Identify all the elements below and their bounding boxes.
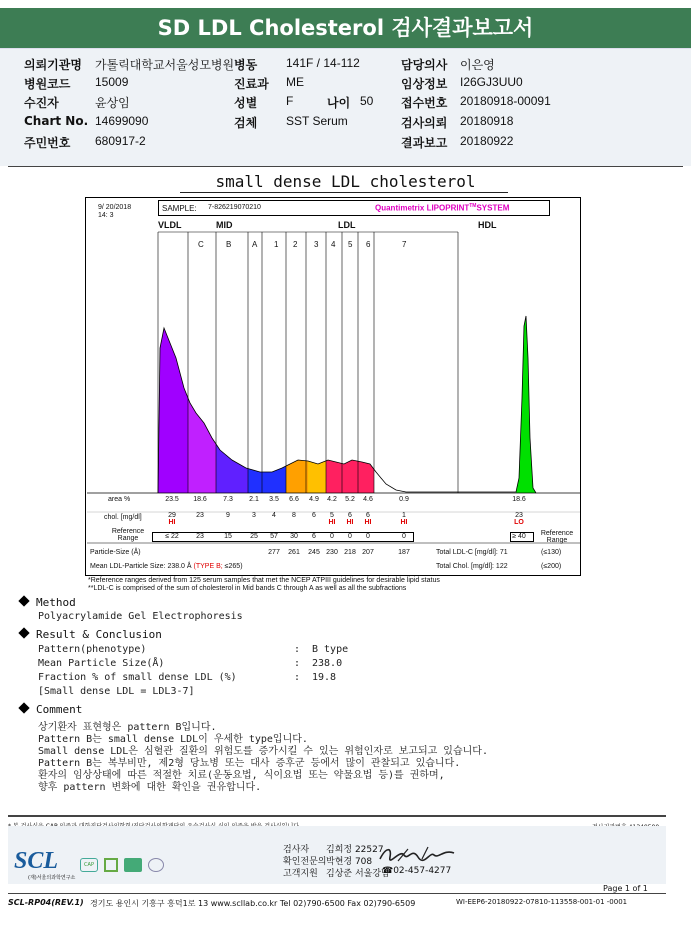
ref-value: 0 [402,533,406,540]
ref-value: 30 [290,533,298,540]
info-label: Chart No. [24,114,89,128]
divider [180,192,508,193]
band-label: 4 [331,240,336,249]
chol-value: 5 [330,512,334,519]
info-row [0,114,691,131]
ref-value: 0 [348,533,352,540]
info-value: SST Serum [286,114,348,128]
chol-flag: HI [346,519,354,526]
particle-row-label: Particle-Size (Å) [90,549,141,556]
chol-value: 8 [292,512,296,519]
info-value: I26GJ3UU0 [460,75,523,89]
staff-name: 박현경 708 [326,857,373,867]
info-row [0,75,691,92]
divider [8,166,683,167]
result-label: Mean Particle Size(Å) [38,658,165,669]
comment-line: Pattern B는 복부비만, 제2형 당뇨병 또는 대사 증후군 등에서 많이 관찰되고 있습니다. [38,758,461,769]
area-value: 2.1 [249,496,259,503]
staff-name: 김희정 22527 [326,845,384,855]
area-value: 6.6 [289,496,299,503]
chol-value: 23 [515,512,523,519]
info-label: 의뢰기관명 [24,58,82,72]
support-phone: ☎02-457-4277 [382,866,452,876]
particle-size-value: 277 [268,549,280,556]
comment-line: 향후 pattern 변화에 대한 확인을 권유합니다. [38,782,262,793]
chol-value: 6 [348,512,352,519]
band-label: 1 [274,240,279,249]
result-label: Fraction % of small dense LDL (%) [38,672,237,683]
info-value: 이은영 [460,58,495,72]
ref-value: 6 [312,533,316,540]
info-label: 수진자 [24,96,59,110]
particle-size-value: 218 [344,549,356,556]
chol-row-label: chol. [mg/dl] [104,514,142,521]
info-label: 임상정보 [401,77,448,91]
chol-value: 9 [226,512,230,519]
footnote: **LDL-C is comprised of the sum of cholesterol in Mid bands C through A as well as all the subfractions [88,585,407,592]
diamond-bullet-icon [18,595,29,606]
band-label: 2 [293,240,298,249]
lab-address: 경기도 용인시 기흥구 흥덕1로 13 www.scllab.co.kr Tel 02)790-6500 Fax 02)790-6509 [90,899,416,908]
area-row-label: area % [108,496,131,503]
band-label: B [226,240,232,249]
comment-line: Small dense LDL은 심혈관 질환의 위험도를 증가시킬 수 있는 위험인자로 보고되고 있습니다. [38,746,488,757]
doc-code: SCL-RP04(REV.1) [8,898,84,907]
result-heading: Result & Conclusion [20,628,162,641]
area-value: 4.2 [327,496,337,503]
cert-badge-icon [124,858,142,872]
band-label: A [252,240,258,249]
total-ldl: Total LDL-C [mg/dl]: 71 [436,549,508,556]
page-number: Page 1 of 1 [603,884,648,893]
area-value: 18.6 [512,496,526,503]
info-value: 141F / 14-112 [286,56,360,70]
sample-value: 7-826219070210 [208,204,261,211]
cert-badge-icon [148,858,164,872]
area-value: 0.9 [399,496,409,503]
particle-size-value: 261 [288,549,300,556]
scl-logo: SCL [14,848,59,874]
info-value: 윤상임 [95,96,130,110]
ref-value: 23 [196,533,204,540]
report-date: 9/ 20/2018 [98,204,132,211]
chol-value: 1 [402,512,406,519]
ldl-header: LDL [338,220,356,230]
staff-role: 확인전문의 [283,857,327,867]
diamond-bullet-icon [18,702,29,713]
info-value: ME [286,75,304,89]
particle-size-value: 230 [326,549,338,556]
age-value: 50 [360,94,374,108]
ref-row-label-right: Reference Range [540,530,574,544]
staff-role: 검사자 [283,845,310,855]
divider [8,893,666,894]
chol-flag: LO [514,519,524,526]
info-row [0,94,691,111]
band-label: 6 [366,240,371,249]
total-chol-ref: (≤200) [541,563,562,570]
age-label: 나이 [327,96,351,110]
band-label: 7 [402,240,407,249]
chol-flag: HI [328,519,336,526]
info-value: 20180918-00091 [460,94,551,108]
ref-value: 15 [224,533,232,540]
result-colon: : [294,672,301,683]
mid-header: MID [216,220,233,230]
total-ldl-ref: (≤130) [541,549,562,556]
divider [8,815,666,817]
chol-value: 6 [312,512,316,519]
result-value: 19.8 [312,672,337,683]
staff-name: 김상준 서울강남 [326,869,390,879]
area-value: 23.5 [165,496,179,503]
mean-label: Mean LDL-Particle Size: 238.0 Å (TYPE B; ≤265) [90,563,243,570]
info-label: 진료과 [234,77,269,91]
ref-value: 57 [270,533,278,540]
chol-value: 29 [168,512,176,519]
info-label: 담당의사 [401,58,448,72]
brand-name: Quantimetrix LIPOPRINT™SYSTEM [375,203,510,213]
method-heading: Method [20,596,76,609]
info-value: F [286,94,294,108]
lipoprint-report [85,197,581,576]
info-label: 성별 [234,96,258,110]
area-value: 3.5 [269,496,279,503]
hdl-header: HDL [478,220,497,230]
comment-line: 상기환자 표현형은 pattern B입니다. [38,722,217,733]
info-label: 병원코드 [24,77,71,91]
area-value: 5.2 [345,496,355,503]
particle-size-value: 245 [308,549,320,556]
result-colon: : [294,658,301,669]
band-label: C [198,240,204,249]
info-label: 병동 [234,58,258,72]
area-value: 18.6 [193,496,207,503]
band-label: 5 [348,240,353,249]
result-label: Pattern(phenotype) [38,644,147,655]
info-value: 20180918 [460,114,514,128]
particle-size-value: 187 [398,549,410,556]
report-id: WI-EEP6-20180922-07810-113558-001-01 -0001 [456,898,628,906]
comment-heading: Comment [20,703,82,716]
chol-flag: HI [168,519,176,526]
sample-label: SAMPLE: [162,204,197,213]
chol-flag: HI [400,519,408,526]
ref-value: ≥ 40 [512,533,526,540]
method-body: Polyacrylamide Gel Electrophoresis [38,611,243,622]
ref-value: ≤ 22 [165,533,179,540]
result-value: B type [312,644,349,655]
cap-badge-icon: CAP [80,858,98,872]
info-value: 680917-2 [95,134,146,148]
vldl-header: VLDL [158,220,182,230]
comment-line: 환자의 임상상태에 따른 적절한 치료(운동요법, 식이요법 또는 약물요법 등)를 권하며, [38,770,445,781]
report-table [86,198,580,575]
scl-subtitle: (재)서울의과학연구소 [28,875,76,881]
area-value: 4.6 [363,496,373,503]
info-value: 15009 [95,75,129,89]
signature-icon [378,843,458,865]
info-row [0,134,691,151]
footnote: *Reference ranges derived from 125 serum samples that met the NCEP ATPIII guidelines for desirable lipid status [88,577,440,584]
ref-value: 0 [330,533,334,540]
info-value: 가톨릭대학교서울성모병원 [95,58,235,72]
chol-flag: HI [364,519,372,526]
ref-row-label: Reference Range [111,528,145,542]
result-note: [Small dense LDL = LDL3-7] [38,686,195,697]
info-value: 14699090 [95,114,149,128]
info-label: 결과보고 [401,136,448,150]
info-value: 20180922 [460,134,514,148]
report-title: SD LDL Cholesterol 검사결과보고서 [0,8,691,48]
result-colon: : [294,644,301,655]
patient-info-panel [0,48,691,166]
area-value: 7.3 [223,496,233,503]
ref-value: 0 [366,533,370,540]
comment-line: Pattern B는 small dense LDL이 우세한 type입니다. [38,734,308,745]
info-label: 주민번호 [24,136,71,150]
info-label: 접수번호 [401,96,448,110]
diamond-bullet-icon [18,627,29,638]
chol-value: 23 [196,512,204,519]
chol-value: 3 [252,512,256,519]
info-row [0,56,691,73]
area-value: 4.9 [309,496,319,503]
chol-value: 6 [366,512,370,519]
band-label: 3 [314,240,319,249]
info-label: 검체 [234,116,258,130]
result-value: 238.0 [312,658,343,669]
particle-size-value: 207 [362,549,374,556]
chol-value: 4 [272,512,276,519]
ref-value: 25 [250,533,258,540]
report-time: 14: 3 [98,212,114,219]
cert-badge-icon [104,858,118,872]
staff-role: 고객지원 [283,869,318,879]
section-title: small dense LDL cholesterol [215,172,476,191]
info-label: 검사의뢰 [401,116,448,130]
total-chol: Total Chol. [mg/dl]: 122 [436,563,508,570]
